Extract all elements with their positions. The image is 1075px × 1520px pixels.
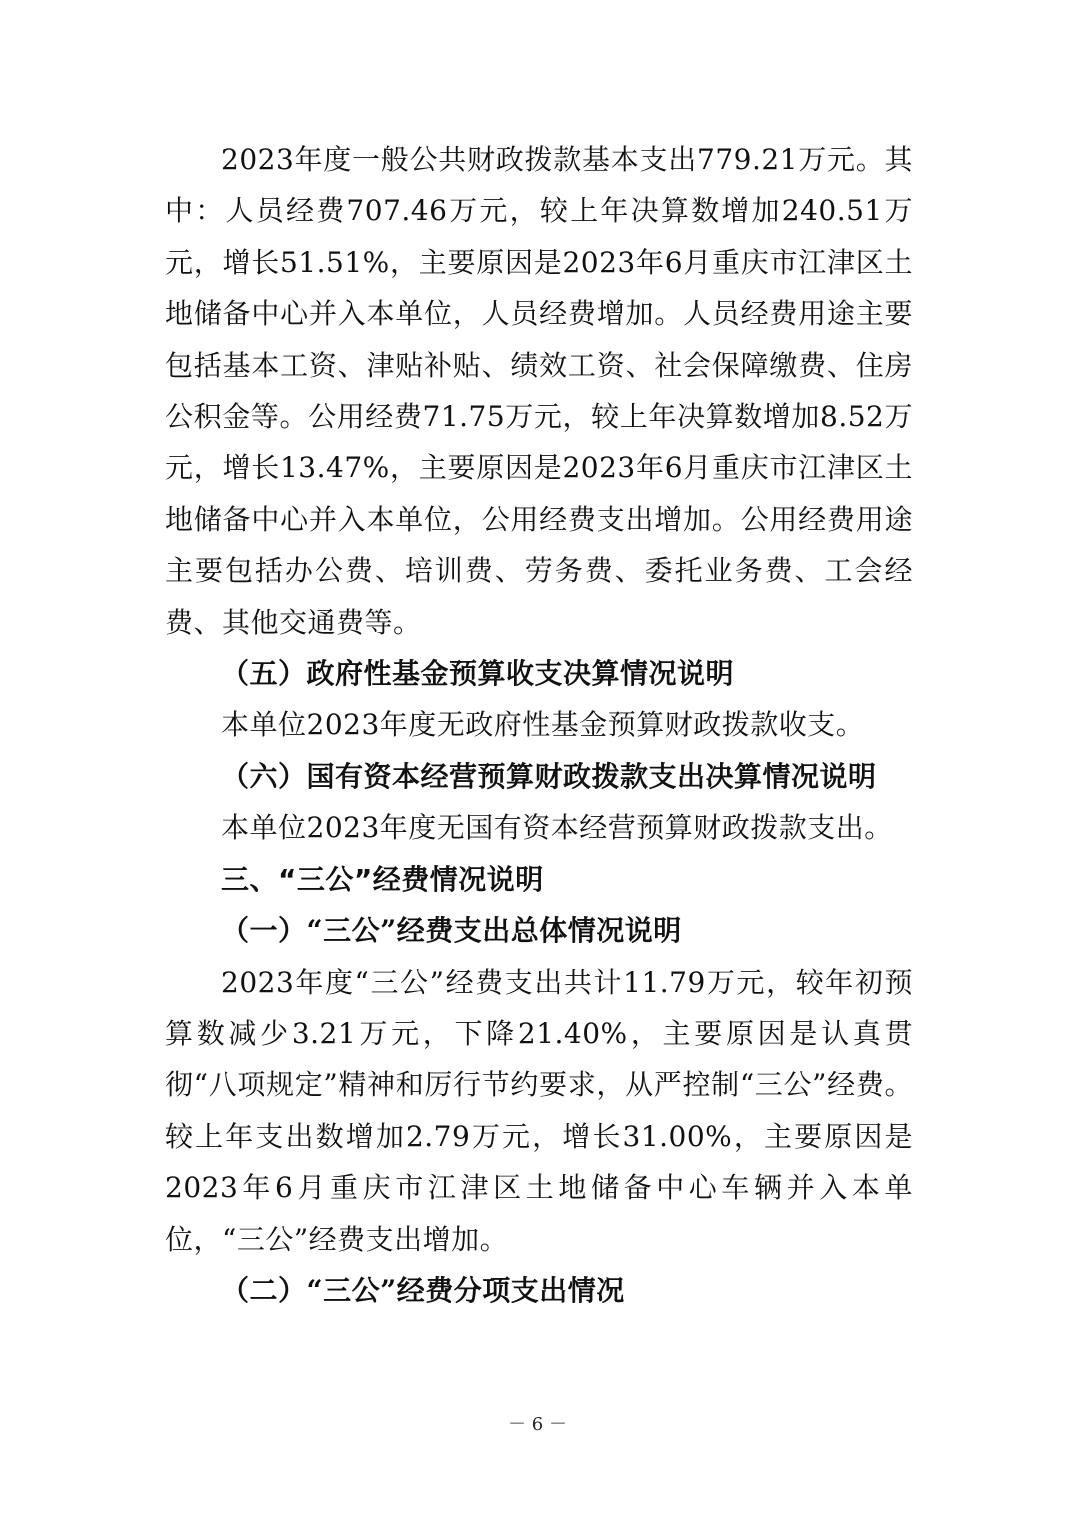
subheading-government-fund: （五）政府性基金预算收支决算情况说明: [221, 657, 735, 691]
page-number: － 6 －: [508, 1414, 567, 1435]
paragraph-state-capital: 本单位2023年度无国有资本经营预算财政拨款支出。: [221, 811, 893, 845]
paragraph-government-fund: 本单位2023年度无政府性基金预算财政拨款收支。: [221, 708, 865, 742]
subheading-three-public-itemized: （二）“三公”经费分项支出情况: [221, 1273, 625, 1307]
paragraph-basic-expenditure: 2023年度一般公共财政拨款基本支出779.21万元。其中：人员经费707.46万元，较上年决算数增加240.51万元，增长51.51%，主要原因是2023年6月重庆市江津区土地储备中心并入本单位，人员经费增加。人员经费用途主要包括基本工资、津贴补贴、绩效工资、社会保障缴费、住房公积金等。公用经费71.75万元，较上年决算数增加8.52万元，增长13.47%，主要原因是2023年6月重庆市江津区土地储备中心并入本单位，公用经费支出增加。公用经费用途主要包括办公费、培训费、劳务费、委托业务费、工会经费、其他交通费等。: [165, 143, 913, 639]
paragraph-three-public-overall: 2023年度“三公”经费支出共计11.79万元，较年初预算数减少3.21万元，下降21.40%，主要原因是认真贯彻“八项规定”精神和厉行节约要求，从严控制“三公”经费。较上年支出数增加2.79万元，增长31.00%，主要原因是2023年6月重庆市江津区土地储备中心车辆并入本单位，“三公”经费支出增加。: [165, 965, 913, 1256]
section-heading-three-public: 三、“三公”经费情况说明: [221, 862, 544, 896]
subheading-three-public-overall: （一）“三公”经费支出总体情况说明: [221, 914, 682, 948]
document-body: [165, 134, 913, 1316]
subheading-state-capital: （六）国有资本经营预算财政拨款支出决算情况说明: [221, 759, 877, 793]
